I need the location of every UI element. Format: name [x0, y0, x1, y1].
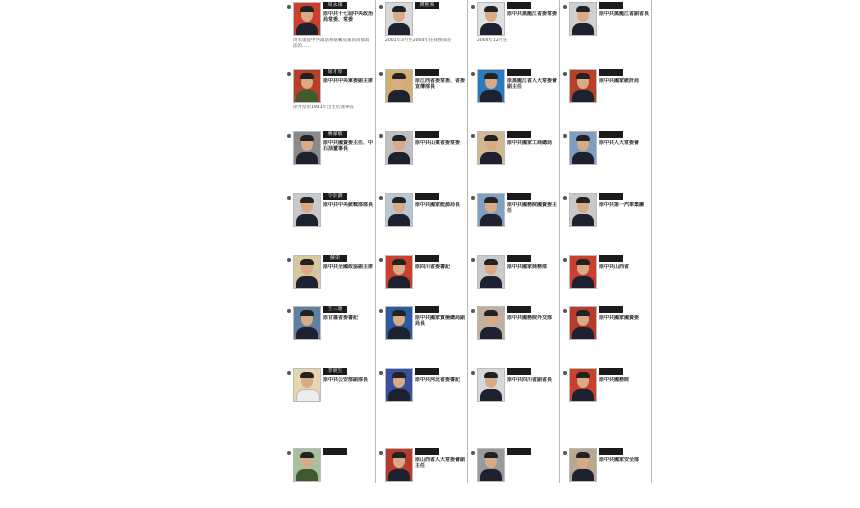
official-description: 徐才厚於1943年出生於遼寧省 [293, 105, 354, 110]
portrait-photo [569, 255, 597, 289]
timeline-dot [379, 134, 383, 138]
timeline-dot [563, 258, 567, 262]
official-title: 原中共國家統計局 [599, 78, 640, 84]
portrait-photo [385, 131, 413, 165]
official-description [385, 484, 465, 508]
official-entry [293, 131, 373, 191]
timeline-dot [287, 5, 291, 9]
timeline-dot [287, 196, 291, 200]
official-entry [385, 193, 465, 253]
official-name: 王三運 [323, 306, 347, 313]
official-name [599, 448, 623, 455]
official-entry [569, 131, 649, 191]
timeline-dot [379, 196, 383, 200]
portrait-photo [385, 306, 413, 340]
official-entry [385, 2, 465, 62]
timeline-dot [471, 72, 475, 76]
official-entry [293, 306, 373, 366]
official-name [415, 448, 439, 455]
official-title: 原中共山西省 [599, 264, 630, 270]
official-entry [477, 2, 557, 62]
official-description [569, 105, 649, 129]
official-name: 徐才厚 [323, 69, 347, 76]
official-description [569, 229, 649, 253]
official-name [415, 306, 439, 313]
official-title: 原中共國務院外交部 [507, 315, 553, 321]
portrait-photo [385, 2, 413, 36]
official-name [507, 368, 531, 375]
timeline-dot [563, 451, 567, 455]
official-description [385, 229, 465, 253]
portrait-photo [477, 448, 505, 482]
timeline-dot [379, 309, 383, 313]
official-name: 蘇榮 [323, 255, 347, 262]
official-name [415, 255, 439, 262]
portrait-photo [293, 2, 321, 36]
portrait-photo [569, 193, 597, 227]
official-name [415, 368, 439, 375]
official-title [507, 457, 557, 481]
official-entry [385, 306, 465, 366]
official-entry [477, 368, 557, 428]
official-entry [293, 69, 373, 129]
official-description: 2001年3月至2004年任商務部長 [385, 38, 452, 43]
official-name [599, 131, 623, 138]
official-entry [385, 448, 465, 508]
official-description [385, 167, 465, 191]
timeline-dot [471, 5, 475, 9]
official-description [293, 484, 373, 508]
official-title: 原江西省委常委、省委宣傳部長 [415, 78, 465, 90]
portrait-photo [293, 193, 321, 227]
official-name [599, 255, 623, 262]
timeline-dot [379, 72, 383, 76]
portrait-photo [569, 131, 597, 165]
timeline-dot [471, 196, 475, 200]
official-description [569, 342, 649, 366]
official-title: 原黑龍江省人大常委會副主任 [507, 78, 557, 90]
official-name [507, 69, 531, 76]
official-description: 2004年12月任 [477, 38, 508, 43]
timeline-dot [471, 451, 475, 455]
official-column [473, 0, 560, 483]
timeline-dot [563, 72, 567, 76]
official-entry [385, 131, 465, 191]
portrait-photo [569, 306, 597, 340]
portrait-photo [293, 255, 321, 289]
official-entry [385, 368, 465, 428]
timeline-dot [563, 134, 567, 138]
portrait-photo [293, 69, 321, 103]
timeline-dot [379, 5, 383, 9]
portrait-photo [293, 131, 321, 165]
official-entry [569, 69, 649, 129]
official-description [569, 167, 649, 191]
timeline-dot [563, 196, 567, 200]
portrait-photo [293, 448, 321, 482]
official-description [293, 404, 373, 428]
official-name: 周永康 [323, 2, 347, 9]
official-title: 原中共中央統戰部部長 [323, 202, 373, 208]
official-title: 原中共公安部副部長 [323, 377, 369, 383]
official-entry [477, 306, 557, 366]
official-title: 原中共河北省委書記 [415, 377, 461, 383]
official-title: 原中共黑龍江省副省長 [599, 11, 649, 17]
portrait-photo [477, 255, 505, 289]
timeline-dot [287, 134, 291, 138]
portrait-photo [477, 306, 505, 340]
timeline-dot [287, 371, 291, 375]
official-title: 原甘肅省委書記 [323, 315, 359, 321]
portrait-photo [477, 2, 505, 36]
official-name [323, 448, 347, 455]
portrait-photo [569, 368, 597, 402]
official-name [599, 193, 623, 200]
official-description [385, 404, 465, 428]
portrait-photo [569, 448, 597, 482]
timeline-dot [471, 371, 475, 375]
portrait-photo [569, 2, 597, 36]
official-description [569, 484, 649, 508]
official-description [293, 229, 373, 253]
official-title: 原中共國務院國資委主任 [507, 202, 557, 214]
official-name [507, 131, 531, 138]
official-title: 原中共國家工商總局 [507, 140, 553, 146]
article-collage [289, 0, 659, 483]
timeline-dot [379, 451, 383, 455]
portrait-photo [293, 368, 321, 402]
official-name [507, 306, 531, 313]
timeline-dot [563, 5, 567, 9]
portrait-photo [477, 131, 505, 165]
timeline-dot [287, 258, 291, 262]
official-description [385, 342, 465, 366]
official-title: 原中共山東省委常委 [415, 140, 461, 146]
portrait-photo [477, 193, 505, 227]
official-entry [293, 368, 373, 428]
timeline-dot [471, 134, 475, 138]
official-entry [569, 306, 649, 366]
official-entry [569, 368, 649, 428]
official-name [507, 193, 531, 200]
official-name: 令計劃 [323, 193, 347, 200]
portrait-photo [385, 368, 413, 402]
official-title: 原中共十七屆中央政治局常委、常委 [323, 11, 373, 23]
official-entry [385, 69, 465, 129]
timeline-dot [563, 309, 567, 313]
official-entry [569, 448, 649, 508]
portrait-photo [385, 193, 413, 227]
official-entry [477, 193, 557, 253]
official-entry [293, 448, 373, 508]
official-title: 原中共國家商務部 [507, 264, 548, 270]
official-description [569, 404, 649, 428]
official-description [293, 167, 373, 191]
portrait-photo [477, 69, 505, 103]
portrait-photo [569, 69, 597, 103]
official-title: 原中共國家能源局長 [415, 202, 461, 208]
timeline-dot [471, 258, 475, 262]
official-title: 原中共全國政協副主席 [323, 264, 373, 270]
official-description [477, 167, 557, 191]
timeline-dot [471, 309, 475, 313]
official-name [507, 255, 531, 262]
official-description [477, 484, 557, 508]
official-title: 原中共國家安全部 [599, 457, 640, 463]
official-description [477, 342, 557, 366]
official-name [599, 69, 623, 76]
official-column [381, 0, 468, 483]
official-name [599, 2, 623, 9]
portrait-photo [293, 306, 321, 340]
official-title: 原中共人大常委會 [599, 140, 640, 146]
official-name: 薄熙來 [415, 2, 439, 9]
official-title: 原中共國家國資委 [599, 315, 640, 321]
official-title [415, 11, 465, 35]
official-title: 原中共第一汽車集團 [599, 202, 645, 208]
official-name [415, 193, 439, 200]
official-title: 原中共國資委主任、中石油董事長 [323, 140, 373, 152]
official-column [565, 0, 652, 483]
official-name [507, 2, 531, 9]
timeline-dot [287, 72, 291, 76]
official-name [599, 306, 623, 313]
official-entry [293, 193, 373, 253]
official-name [415, 131, 439, 138]
portrait-photo [477, 368, 505, 402]
official-title: 原四川省委書記 [415, 264, 451, 270]
timeline-dot [287, 451, 291, 455]
portrait-photo [385, 448, 413, 482]
official-name [599, 368, 623, 375]
official-description [477, 105, 557, 129]
official-entry [477, 448, 557, 508]
official-entry [569, 193, 649, 253]
official-description [569, 38, 649, 62]
official-description [385, 105, 465, 129]
official-name: 蔣潔敏 [323, 131, 347, 138]
official-description [293, 342, 373, 366]
official-description: 周永康從中共政法系統觸及黨員高層政法的…… [293, 38, 370, 49]
official-title [323, 457, 373, 481]
official-entry [477, 69, 557, 129]
official-entry [477, 131, 557, 191]
official-title: 原中共國務院 [599, 377, 630, 383]
official-title: 原山西省人大常委會副主任 [415, 457, 465, 469]
official-description [477, 404, 557, 428]
official-entry [293, 2, 373, 62]
official-title: 原中共四川省副省長 [507, 377, 553, 383]
official-entry [569, 2, 649, 62]
official-description [477, 229, 557, 253]
timeline-dot [379, 258, 383, 262]
official-title: 原中共中央軍委副主席 [323, 78, 373, 84]
official-column [289, 0, 376, 483]
timeline-dot [563, 371, 567, 375]
official-name [507, 448, 531, 455]
official-name [415, 69, 439, 76]
official-name: 李東生 [323, 368, 347, 375]
portrait-photo [385, 69, 413, 103]
timeline-dot [379, 371, 383, 375]
official-title: 原中共黑龍江省委常委 [507, 11, 557, 17]
portrait-photo [385, 255, 413, 289]
timeline-dot [287, 309, 291, 313]
official-title: 原中共國家質檢總局副局長 [415, 315, 465, 327]
